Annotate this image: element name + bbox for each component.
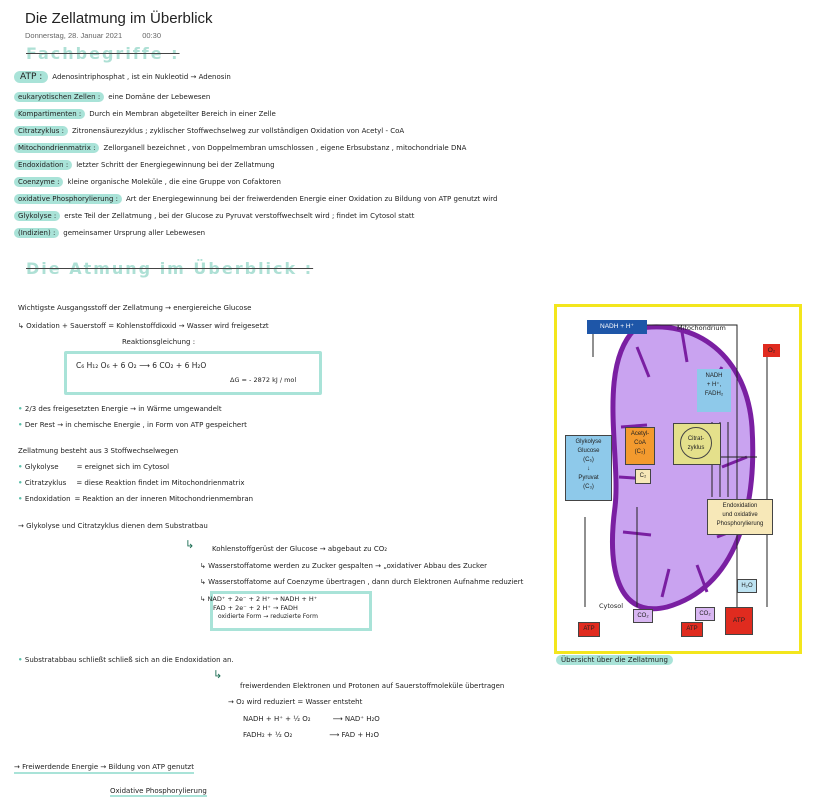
atp-box-large: ATP [725,607,753,635]
nadh-fadh-box [697,369,731,412]
citratzyklus-box [673,423,721,465]
term-definition: Zellorganell bezeichnet , von Doppelmembran umschlossen , eigene Erbsubstanz , mitochondriale DNA [103,144,467,152]
term-definition: Art der Energiegewinnung bei der freiwerdenden Energie einer Oxidation zu Bildung von ATP genutzt wird [126,195,498,203]
acetyl-line: (C₂) [634,449,646,455]
note-term: Endoxidation [24,495,71,503]
note-text: ⟶ NAD⁺ H₂O [332,715,380,723]
bullet-icon: • [18,479,25,487]
note-text: Der Rest → in chemische Energie , in Form von ATP gespeichert [24,421,247,429]
note-line: freiwerdenden Elektronen und Protonen auf Sauerstoffmoleküle übertragen [240,682,505,690]
term-label: eukaryotischen Zellen : [14,92,104,102]
note-text: = Reaktion an der inneren Mitochondrienmembran [74,495,254,503]
h2o-box: H₂O [737,579,757,593]
glykolyse-line: (C₆) [583,457,594,463]
cytosol-label: Cytosol [599,602,624,610]
atp-box: ATP [681,622,703,637]
reaction-equation: C₆ H₁₂ O₆ + 6 O₂ ⟶ 6 CO₂ + 6 H₂O [76,361,207,370]
note-line: Reaktionsgleichung : [122,338,196,346]
co2-box: CO₂ [695,607,715,621]
term-row [14,178,281,186]
note-bullet [18,479,245,487]
acetyl-line: Acetyl- [630,431,650,437]
section-heading-atmung: Die Atmung im Überblick : [26,259,314,278]
cell-respiration-diagram [554,304,802,654]
nadh-fadh-line: NADH [705,373,723,379]
diagram-caption: Übersicht über die Zellatmung [556,655,673,665]
note-text: = ereignet sich im Cytosol [76,463,170,471]
note-line [243,715,380,723]
co2-box: CO₂ [633,609,653,623]
glykolyse-line: Glucose [577,448,600,454]
note-line: → Glykolyse und Citratzyklus dienen dem Substratbau [18,522,208,530]
endox-line: und oxidative [722,512,758,518]
note-line: → Freiwerdende Energie → Bildung von ATP genutzt [14,763,194,774]
term-row [14,72,231,82]
glykolyse-line: (C₃) [583,484,594,490]
nadh-box: NADH + H⁺ [587,320,647,334]
term-definition: eine Domäne der Lebewesen [108,93,211,101]
note-text: FADH₂ + ½ O₂ [243,731,293,739]
note-line: Oxidative Phosphorylierung [110,787,207,795]
term-definition: kleine organische Moleküle , die eine Gruppe von Cofaktoren [67,178,281,186]
term-row [14,212,414,220]
term-label: Glykolyse : [14,211,60,221]
term-definition: Durch ein Membran abgeteilter Bereich in einer Zelle [89,110,276,118]
note-term: Citratzyklus [24,479,67,487]
citrat-line: Citrat- [687,436,705,442]
term-label: ATP : [14,71,48,83]
term-row [14,195,497,203]
glykolyse-line: Pyruvat [578,475,599,481]
nadh-fadh-line: FADH₂ [704,391,724,397]
note-bullet [18,421,247,429]
nadh-fadh-line: + H⁺, [706,382,722,388]
note-text: 2/3 des freigesetzten Energie → in Wärme umgewandelt [24,405,222,413]
note-line: ↳ Oxidation + Sauerstoff = Kohlenstoffdioxid → Wasser wird freigesetzt [18,322,269,330]
section-heading-fachbegriffe: Fachbegriffe : [26,44,180,63]
glykolyse-box [565,435,612,501]
term-label: Coenzyme : [14,177,63,187]
term-definition: Adenosintriphosphat , ist ein Nukleotid → Adenosin [52,73,231,81]
term-label: Endoxidation : [14,160,72,170]
acetyl-line: CoA [634,440,646,446]
redox-forms: oxidierte Form → reduzierte Form [218,613,318,620]
note-line: Zellatmung besteht aus 3 Stoffwechselwegen [18,447,179,455]
term-label: Mitochondrienmatrix : [14,143,99,153]
note-line [243,731,379,739]
glykolyse-line: ↓ [587,466,590,472]
gibbs-energy: ΔG = - 2872 kJ / mol [230,376,297,384]
endox-line: Endoxidation [722,503,758,509]
term-row [14,110,276,118]
bullet-icon: • [18,495,25,503]
note-line: ↳ Wasserstoffatome auf Coenzyme übertragen , dann durch Elektronen Aufnahme reduziert [200,578,524,586]
note-line: Kohlenstoffgerüst der Glucose → abgebaut zu CO₂ [212,545,388,553]
note-bullet [18,463,169,471]
bullet-icon: • [18,421,25,429]
note-bullet [18,405,222,413]
note-bullet [18,656,234,664]
term-label: Citratzyklus : [14,126,68,136]
page-title: Die Zellatmung im Überblick [25,10,213,27]
note-text: NADH + H⁺ + ½ O₂ [243,715,311,723]
term-row [14,127,404,135]
term-definition: letzter Schritt der Energiegewinnung bei der Zellatmung [76,161,275,169]
term-row [14,161,275,169]
note-text: ⟶ FAD + H₂O [329,731,379,739]
term-row [14,229,205,237]
glykolyse-line: Glykolyse [575,439,602,445]
endoxidation-box [707,499,773,535]
term-row [14,93,210,101]
note-line: Wichtigste Ausgangsstoff der Zellatmung → energiereiche Glucose [18,304,252,312]
note-term: Glykolyse [24,463,59,471]
atp-box: ATP [578,622,600,637]
page-date: Donnerstag, 28. Januar 2021 [25,31,123,40]
cycle-icon [680,427,712,459]
term-row [14,144,466,152]
c2-box: C₂ [635,469,651,484]
arrow-icon: ↳ [213,668,223,681]
bullet-icon: • [18,656,25,664]
endox-line: Phosphorylierung [716,521,764,527]
term-definition: Zitronensäurezyklus ; zyklischer Stoffwechselweg zur vollständigen Oxidation von Acetyl - CoA [71,127,405,135]
equation-box [64,351,322,395]
o2-box: O₂ [763,344,780,357]
note-text: = diese Reaktion findet im Mitochondrienmatrix [76,479,245,487]
bullet-icon: • [18,405,25,413]
note-line: → O₂ wird reduziert = Wasser entsteht [228,698,363,706]
term-label: Kompartimenten : [14,109,85,119]
citrat-line: zyklus [687,445,705,451]
note-text: Substratabbau schließt schließ sich an die Endoxidation an. [24,656,234,664]
acetyl-coa-box [625,427,655,465]
note-bullet [18,495,253,503]
fad-equation: FAD + 2e⁻ + 2 H⁺ → FADH [213,604,298,612]
page-time: 00:30 [142,31,162,40]
arrow-icon: ↳ [185,538,195,551]
page-date-time [25,31,179,40]
term-definition: gemeinsamer Ursprung aller Lebewesen [63,229,206,237]
note-line: ↳ Wasserstoffatome werden zu Zucker gespalten → „oxidativer Abbau des Zucker [200,562,488,570]
term-definition: erste Teil der Zellatmung , bei der Glucose zu Pyruvat verstoffwechselt wird ; findet im Cytosol statt [64,212,415,220]
term-label: oxidative Phosphorylierung : [14,194,122,204]
nad-equation: ↳ NAD⁺ + 2e⁻ + 2 H⁺ → NADH + H⁺ [200,595,318,603]
term-label: (Indizien) : [14,228,59,238]
mitochondrium-label: Mitochondrium [677,324,726,332]
mitochondrion-outer [613,327,753,609]
bullet-icon: • [18,463,25,471]
